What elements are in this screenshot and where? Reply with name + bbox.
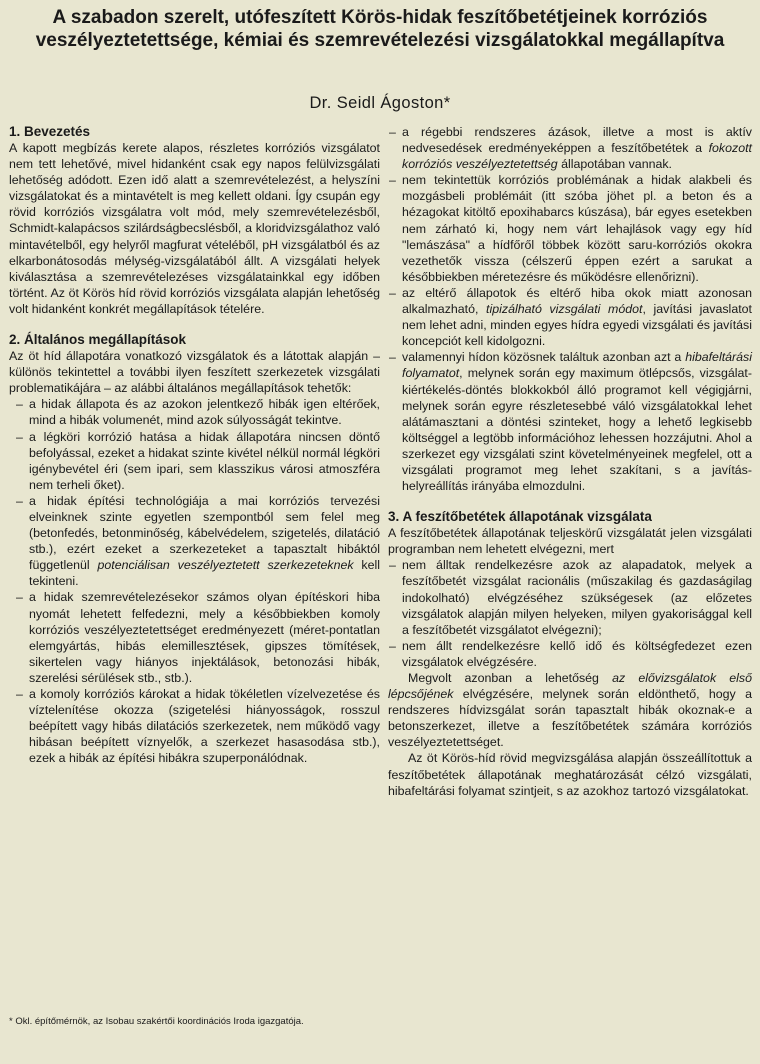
paper-title: A szabadon szerelt, utófeszített Körös-hidak feszítőbetétjeinek korróziós veszélyeztetettsége, kémiai és szemrevételezési vizsgálatokkal megállapítva <box>35 7 725 51</box>
section-2-list-continued <box>388 124 752 494</box>
section-3-heading: 3. A feszítőbetétek állapotának vizsgálata <box>388 509 652 525</box>
section-1-body: A kapott megbízás kerete alapos, részletes korróziós vizsgálatot nem tett lehetővé, mivel hidanként csak egy napos felülvizsgálati lehetőség adódott. Ezen idő alatt a szemrevételezést, a helyszíni vizsgálatokat és a mintavételt is meg kellett oldani. Így csupán egy rövid korróziós vizsgálatra volt mód, mely szemrevételezésből, Schmidt-kalapácsos szilárdságbecslésből, a kloridvizsgálathoz való mintavételből, egy helyről magfurat vételéből, pH vizsgálatból és az elkarbonátosodás mélység-vizsgálatából állt. A vizsgálati helyek kiválasztása a szemrevételezéses vizsgálatainkkal egy időben történt. Az öt Körös híd rövid korróziós vizsgálata alapján lehetőség volt hidanként konkrét megállapítások tételére. <box>9 141 380 316</box>
emphasis: fokozott korróziós veszélyeztetettség <box>402 141 752 172</box>
list-item: – a régebbi rendszeres ázások, illetve a most is aktív nedvesedések eredményeképpen a feszítőbetétek a fokozott korróziós veszélyeztetettség állapotában vannak. <box>402 124 752 172</box>
list-item: – a hidak szemrevételezésekor számos olyan építéskori hiba nyomát lehetett felfedezni, mely a későbbiekben komoly korróziós veszélyeztetettséget eredményezett (méret-pontatlan elemgyártás, hibás elemillesztések, gipszes tömítések, sikertelen vagy hiányos injektálások, betonozási hibák, szerelési sérülések stb., stb.). <box>29 589 380 686</box>
list-item: – valamennyi hídon közösnek találtuk azonban azt a hibafeltárási folyamatot, melynek során egy maximum ötlépcsős, vizsgálat-kiértékelés-döntés blokkokból álló programot kell végigjárni, melynek során egyre részletesebbé váló vizsgálatokkal lehet alátámasztani a döntési szinteket, hogy a lehető legkisebb költséggel a legtöbb információhoz lehessen hozzájutni. Ahol a szerkezet egy vizsgálati szint követelményeinek megfelel, ott a vizsgálati programot meg lehet szakítani, s a javítás-helyreállítás irányába elmozdulni. <box>402 349 752 494</box>
list-item: – a légköri korrózió hatása a hidak állapotára nincsen döntő befolyással, ezeket a hidakat szinte kivétel nélkül normál légköri igénybevétel éri (sem ipari, sem klasszikus városi atmoszféra nem terheli őket). <box>29 429 380 493</box>
section-3-intro: A feszítőbetétek állapotának teljeskörű vizsgálatát jelen vizsgálati programban nem lehetett elvégezni, mert <box>388 526 752 557</box>
section-3-list <box>388 557 752 670</box>
list-item: – nem álltak rendelkezésre azok az alapadatok, melyek a feszítőbetét vizsgálat racionális (műszakilag és gazdaságilag indokolható) elvégzéséhez szükségesek (az előzetes vizsgálatok alapján milyen helyeken, milyen gyakorisággal kell a feszítőbetét vizsgálatot elvégezni); <box>402 557 752 637</box>
section-2-intro: Az öt híd állapotára vonatkozó vizsgálatok és a látottak alapján – különös tekintettel a további ilyen feszített szerkezetek vizsgálati problematikájára – az alábbi általános megállapítások tehetők: <box>9 349 380 396</box>
section-3-paragraph: Megvolt azonban a lehetőség az elővizsgálatok első lépcsőjének elvégzésére, melynek során eldönthető, hogy a rendszeres hídvizsgálat során tapasztalt hibák okoznak-e a betonszerkezet, illetve a feszítőbetétek számára korróziós veszélyeztetettséget. <box>388 671 753 750</box>
emphasis: az elővizsgálatok első lépcsőjének <box>388 671 753 702</box>
list-item: – a hidak építési technológiája a mai korróziós tervezési elveinknek szinte egyetlen szempontból sem felel meg (betonfedés, betonminőség, kábelvédelem, szigetelés, dilatáció stb.), ezért ezeket a szerkezeteket a tapasztalt hibáktól függetlenül potenciálisan veszélyeztetett szerkezeteknek kell tekinteni. <box>29 493 380 590</box>
emphasis: tipizálható vizsgálati módot <box>486 302 643 317</box>
list-item: – az eltérő állapotok és eltérő hiba okok miatt azonosan alkalmazható, tipizálható vizsgálati módot, javítási javaslatot nem lehet adni, minden egyes hídra egyedi vizsgálati és javítási koncepciót kell kidolgozni. <box>402 285 752 349</box>
emphasis: hibafeltárási folyamatot <box>402 350 752 381</box>
emphasis: potenciálisan veszélyeztetett szerkezeteknek <box>97 558 354 573</box>
list-item: – nem állt rendelkezésre kellő idő és költségfedezet ezen vizsgálatok elvégzésére. <box>402 638 752 670</box>
left-column <box>9 124 380 766</box>
author: Dr. Seidl Ágoston* <box>309 94 451 112</box>
list-item: – a komoly korróziós károkat a hidak tökéletlen vízelvezetése és víztelenítése okozza (szigetelési hiányosságok, rosszul beépített vagy hibás dilatációs szerkezetek, nem működő vagy hibásan beépített víznyelők, a szerkezet hasasodása stb.), ezek a hibák az építési hibákra szuperponálódnak. <box>29 686 380 766</box>
footnote: * Okl. építőmérnök, az Isobau szakértői koordinációs Iroda igazgatója. <box>9 1016 304 1027</box>
section-3-paragraph: Az öt Körös-híd rövid megvizsgálása alapján összeállítottuk a feszítőbetétek állapotának meghatározását célzó vizsgálati, hibafeltárási folyamat szintjeit, s az azokhoz tartozó vizsgálatokat. <box>388 751 752 798</box>
right-column <box>388 124 752 799</box>
list-item: – a hidak állapota és az azokon jelentkező hibák igen eltérőek, mind a hibák volumenét, mind azok súlyosságát tekintve. <box>29 396 380 428</box>
section-1-heading: 1. Bevezetés <box>9 124 91 139</box>
section-2-list <box>9 396 380 766</box>
section-2-heading: 2. Általános megállapítások <box>9 332 187 348</box>
list-item: – nem tekintettük korróziós problémának a hidak alakbeli és mozgásbeli problémáit (itt szóba jöhet pl. a beton és a hézagokat kitöltő epoxihabarcs kúszása), bár egyes esetekben nem zárható ki, hogy nem várt lehajlások vagy egy híd "lemászása" a hídfőről többek között saru-korróziós okokra vezethetők vissza (célszerű éppen ezért a sarukat a későbbiekben méretezésre és működésre ellenőrizni). <box>402 172 752 285</box>
